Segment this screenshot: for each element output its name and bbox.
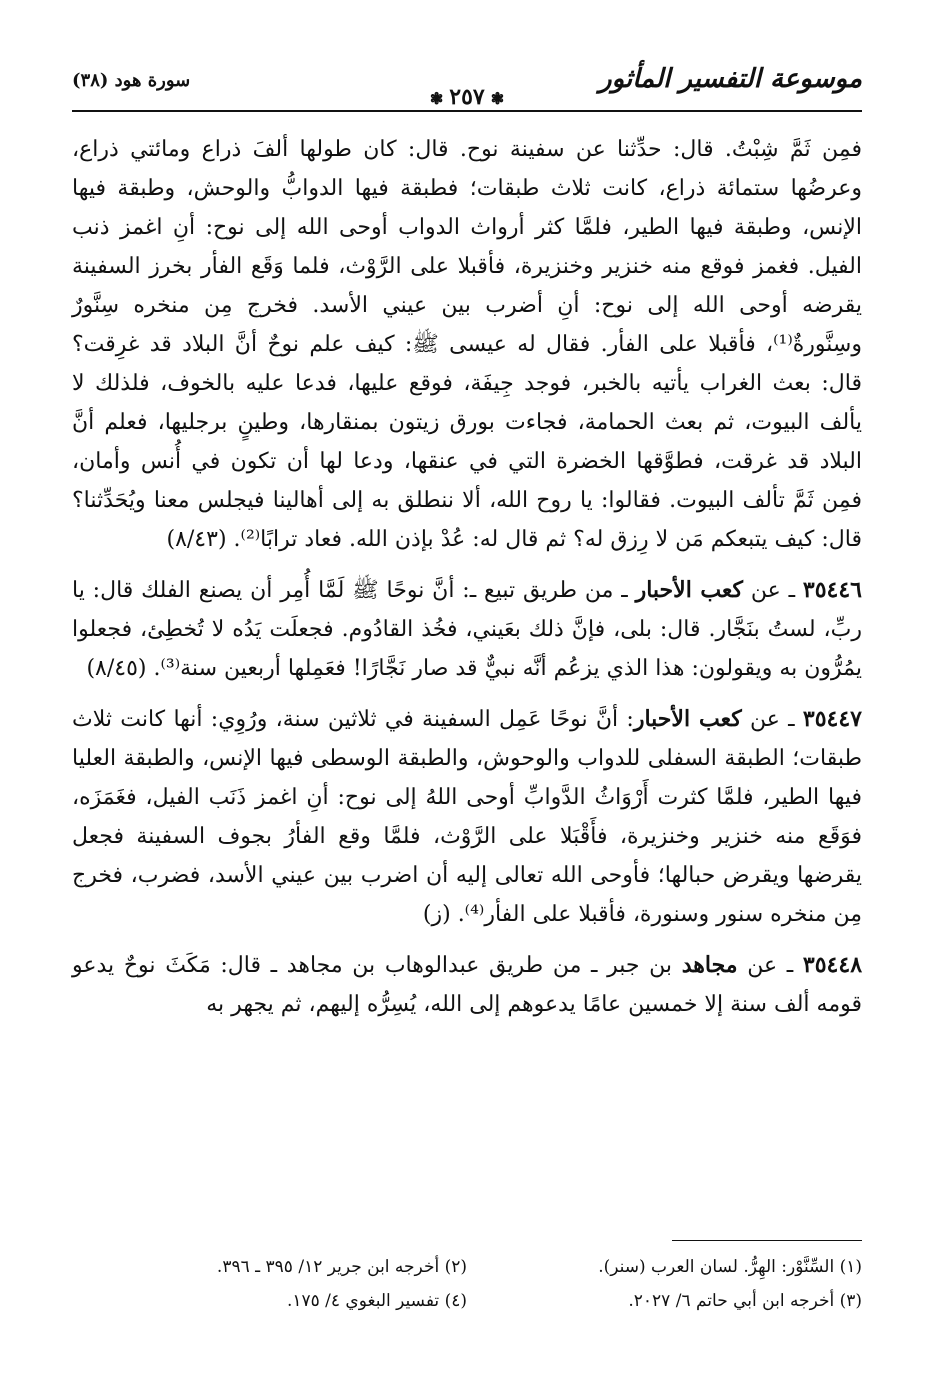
hadith-entry: [72, 571, 862, 688]
entry-text: : أنَّ نوحًا عَمِل السفينة في ثلاثين سنة، ورُوِي: أنها كانت ثلاث طبقات؛ الطبقة السفلى للدواب والوحوش، والطبقة الوسطى فيها الإنس، والطبقة العليا فيها الطير، فلمَّا كثرت أَرْوَاثُ الدَّوابِّ أوحى اللهُ إلى نوح: أنِ اغمز ذَنَب الفيل، فغَمَزَه، فوَقَع منه خنزير وخنزيرة، فأَقْبَلا على الرَّوْث، فلمَّا وقع الفأرُ بجوف السفينة فجعل يقرضها ويقرض حبالها؛ فأوحى الله تعالى إليه أن اضرب بين عيني الأسد، فضرب، فخرج مِن منخره سنور وسنورة، فأقبلا على الفأر⁽⁴⁾. (ز): [72, 707, 862, 927]
page-header: [72, 64, 862, 124]
ornament-icon: ❃: [429, 89, 444, 108]
footnote-3: (٣) أخرجه ابن أبي حاتم ٦/ ٢٠٢٧.: [628, 1291, 862, 1311]
main-text: [72, 130, 862, 1036]
entry-text: بن جبر ـ من طريق عبدالوهاب بن مجاهد ـ قال: مَكَثَ نوحٌ يدعو قومه ألف سنة إلا خمسين عامًا يدعوهم إلى الله، يُسِرُّه إليهم، ثم يجهر به: [72, 953, 862, 1017]
surah-title: سورة هود (٣٨): [72, 70, 191, 91]
entry-separator: ـ عن: [741, 707, 803, 732]
footnote-4: (٤) تفسير البغوي ٤/ ١٧٥.: [286, 1291, 467, 1311]
footnote-rule: [672, 1240, 862, 1241]
hadith-entry: [72, 700, 862, 934]
book-title: موسوعة التفسير المأثور: [599, 64, 862, 94]
footnote-row: [72, 1284, 862, 1318]
page-number-block: [72, 84, 862, 110]
header-rule: [72, 110, 862, 112]
ornament-icon: ❃: [490, 89, 505, 108]
footnotes: [72, 1250, 862, 1318]
entry-text: ـ من طريق تبيع ـ: أنَّ نوحًا ﷺ لَمَّا أُمِر أن يصنع الفلك قال: يا ربِّ، لستُ بنَجَّار. قال: بلى، فإنَّ ذلك بعَيني، فخُذ القادُوم. فجعلَت يَدُه لا تُخطِئ، فجعلوا يمُرُّون به ويقولون: هذا الذي يزعُم أنَّه نبيٌّ قد صار نَجَّارًا! فعَمِلها أربعين سنة⁽³⁾. (٨/٤٥): [72, 578, 862, 681]
footnote-1: (١) السِّنَّوْر: الهِرُّ. لسان العرب (سنر).: [598, 1257, 862, 1277]
entry-separator: ـ عن: [737, 953, 803, 978]
page-number: ٢٥٧: [449, 84, 485, 110]
paragraph-continued: فمِن ثَمَّ شِبْتُ. قال: حدِّثنا عن سفينة نوح. قال: كان طولها ألفَ ذراع ومائتي ذراع، وعرضُها ستمائة ذراع، كانت ثلاث طبقات؛ فطبقة فيها الدوابُّ والوحش، وطبقة فيها الإنس، وطبقة فيها الطير، فلمَّا كثر أرواث الدواب أوحى الله إلى نوح: أنِ اغمز ذنب الفيل. فغمز فوقع منه خنزير وخنزيرة، فأقبلا على الرَّوْث، فلما وَقَع الفأر بخرز السفينة يقرضه أوحى الله إلى نوح: أنِ أضرب بين عيني الأسد. فخرج مِن منخره سِنَّورٌ وسِنَّورةٌ⁽¹⁾، فأقبلا على الفأر. فقال له عيسى ﷺ: كيف علم نوحٌ أنَّ البلاد قد غرِقت؟ قال: بعث الغراب يأتيه بالخبر، فوجد جِيفَة، فوقع عليها، فدعا عليه بالخوف، فلذلك لا يألف البيوت، ثم بعث الحمامة، فجاءت بورق زيتون بمنقارها، وطينٍ برجليها، فعلم أنَّ البلاد قد غرقت، فطوَّقها الخضرة التي في عنقها، ودعا لها أن تكون في أُنس وأمان، فمِن ثَمَّ تألف البيوت. فقالوا: يا روح الله، ألا ننطلق به إلى أهالينا فيجلس معنا ويُحَدِّثنا؟ قال: كيف يتبعكم مَن لا رِزق له؟ ثم قال له: عُدْ بإذن الله. فعاد ترابًا⁽²⁾. (٨/٤٣): [72, 137, 862, 552]
entry-number: ٣٥٤٤٦: [802, 577, 862, 603]
footnote-2: (٢) أخرجه ابن جرير ١٢/ ٣٩٥ ـ ٣٩٦.: [216, 1257, 467, 1277]
entry-separator: ـ عن: [743, 578, 803, 603]
narrator-name: كعب الأحبار: [635, 577, 744, 603]
narrator-name: مجاهد: [681, 952, 738, 978]
entry-number: ٣٥٤٤٧: [802, 706, 862, 732]
entry-number: ٣٥٤٤٨: [802, 952, 863, 978]
hadith-entry: [72, 946, 862, 1024]
narrator-name: كعب الأحبار: [633, 706, 742, 732]
footnote-row: [72, 1250, 862, 1284]
